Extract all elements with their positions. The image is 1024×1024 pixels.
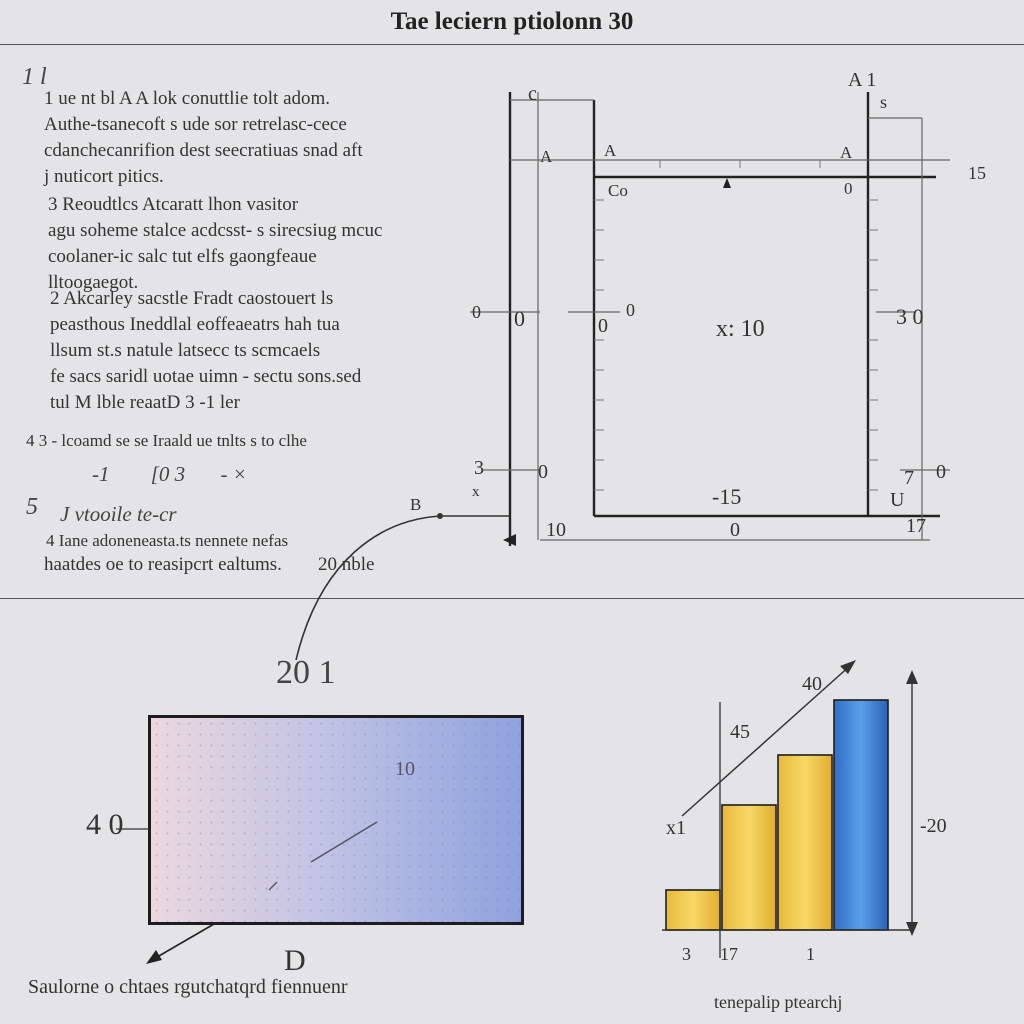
chart-bar-4 [834, 700, 888, 930]
panel-arrow-line [152, 924, 214, 960]
hand-label: 5 [26, 494, 38, 520]
chart-label-second: 45 [730, 721, 750, 743]
diagram-label-top-right-2: s [880, 92, 888, 112]
hand-row-2: J vtooile te-cr [60, 502, 177, 526]
chart-label-right: -20 [920, 815, 947, 837]
chart-label-top: 40 [802, 673, 822, 695]
chart-label-bottom-3: 1 [806, 944, 815, 964]
hand-token: -1 [92, 462, 110, 486]
diagram-label-pointer: B [410, 495, 422, 514]
grid-panel-inner-label: 10 [395, 758, 415, 780]
chart-label-left: x1 [666, 817, 686, 839]
diagram-label-a1: A [540, 147, 553, 166]
panel-arrow-head [146, 950, 162, 964]
diagram-label-low-right-u: U [890, 489, 905, 511]
bar-chart [640, 640, 980, 970]
diagram-label-right-marker: 15 [968, 163, 986, 183]
paragraph-line: 3 Reoudtlcs Atcaratt lhon vasitor [48, 194, 299, 215]
grid-panel-bottom-label: D [284, 944, 306, 977]
chart-range-arrow-bottom [906, 922, 918, 936]
diagram-label-center: x: 10 [716, 316, 765, 342]
diagram-label-low-left-x: x [472, 484, 480, 500]
diagram-label-bottom-center: -15 [712, 484, 742, 509]
grid-panel-top-label: 20 1 [276, 654, 336, 691]
diagram-label-bottom-10: 10 [546, 519, 566, 541]
grid-panel-left-label: 4 0 [86, 808, 124, 841]
gradient-grid-panel [148, 715, 524, 925]
chart-range-arrow-top [906, 670, 918, 684]
diagram-label-low-left-3: 3 [474, 457, 484, 479]
diagram-label-zero-top: 0 [844, 179, 853, 198]
paragraph-line: j nuticort pitics. [44, 166, 164, 187]
paragraph-line: llsum st.s natule latsecc ts scmcaels [50, 340, 321, 361]
diagram-label-a3: A [840, 143, 853, 162]
diagram-label-left-mid-1: 0 [472, 302, 481, 322]
chart-label-bottom-2: 17 [720, 944, 738, 964]
paragraph-line: peasthous Ineddlal eoffeaeatrs hah tua [50, 314, 340, 335]
grid-panel-caption: Saulorne o chtaes rgutchatqrd fiennuenr [28, 976, 348, 998]
diagram-label-top-right: A 1 [848, 69, 877, 91]
diagram-label-top-left: c [528, 83, 537, 105]
paragraph-line: coolaner-ic salc tut elfs gaongfeaue [48, 246, 317, 267]
last-line-tail: 20 nble [318, 554, 375, 575]
paragraph-line: Authe-tsanecoft s ude sor retrelasc-cece [44, 114, 347, 135]
diagram-label-a2: A [604, 141, 617, 160]
paragraph-line: 1 ue nt bl A A lok conuttlie tolt adom. [44, 88, 331, 109]
chart-bar-3 [778, 755, 832, 930]
diagram-label-bottom-0: 0 [730, 519, 740, 541]
hand-token: - × [220, 462, 247, 486]
diagram-label-low-right-0: 0 [936, 461, 946, 483]
paragraph-line: agu soheme stalce acdcsst- s sirecsiug mcuc [48, 220, 383, 241]
notes-heading: 1 l [22, 64, 47, 90]
chart-label-bottom-1: 3 [682, 944, 691, 964]
last-line: haatdes oe to reasipcrt ealtums. [44, 554, 282, 575]
diagram-label-co: Co [608, 181, 628, 200]
diagram-label-low-left-0: 0 [538, 461, 548, 483]
diagram-label-left-mid-4: 0 [626, 300, 635, 320]
diagram-label-bottom-17: 17 [906, 515, 926, 537]
diagram-label-right-mid: 3 0 [896, 304, 924, 329]
diagram-label-low-right-7: 7 [904, 467, 914, 489]
top-arrow-marker [723, 178, 731, 188]
paragraph-line: cdanchecanrifion dest seecratiuas snad aft [44, 140, 363, 161]
paragraph-line: tul M lble reaatD 3 -1 ler [50, 392, 240, 413]
chart-bar-1 [666, 890, 720, 930]
paragraph-line: lltoogaegot. [48, 272, 139, 293]
hand-token: [0 3 [150, 462, 186, 486]
small-line: 4 Iane adoneneasta.ts nennete nefas [46, 531, 289, 550]
chart-bar-2 [722, 805, 776, 930]
chart-caption: tenepalip ptearchj [714, 992, 843, 1012]
connector-dot [437, 513, 443, 519]
page-title: Tae leciern ptiolonn 30 [390, 8, 634, 35]
grid-panel-strokes [151, 718, 521, 922]
connector-curve [296, 516, 440, 660]
diagram-label-left-mid-2: 0 [514, 306, 525, 331]
diagram-label-left-mid-3: 0 [598, 315, 608, 337]
formula-line: 4 3 - lcoamd se se Iraald ue tnlts s to clhe [26, 431, 307, 450]
paragraph-line: fe sacs saridl uotae uimn - sectu sons.sed [50, 366, 362, 387]
paragraph-line: 2 Akcarley sacstle Fradt caostouert ls [50, 288, 334, 309]
